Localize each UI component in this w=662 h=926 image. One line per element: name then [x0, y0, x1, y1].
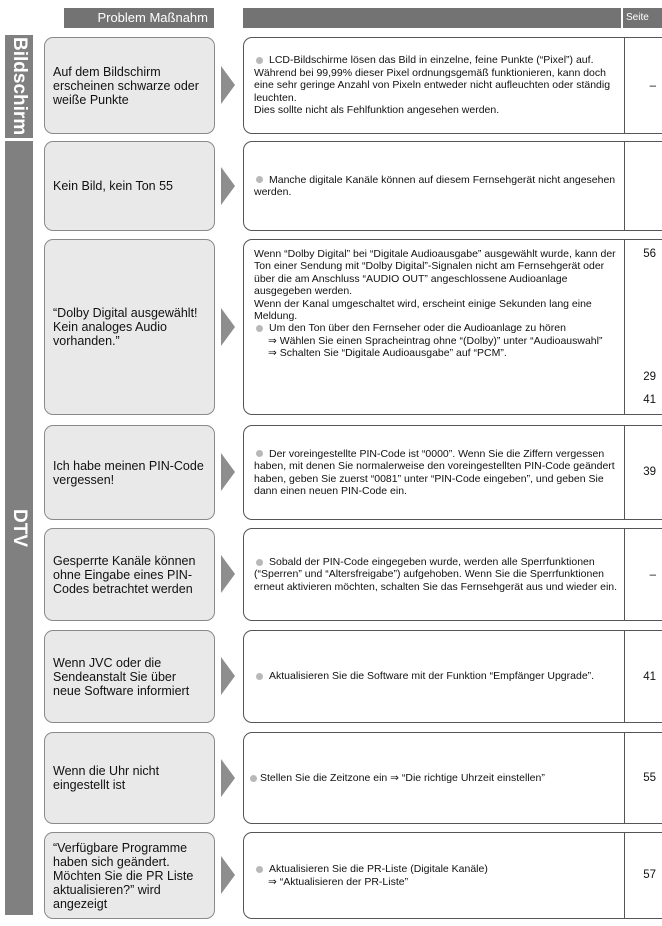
bullet-icon — [256, 866, 263, 873]
arrow-icon — [221, 657, 235, 695]
problem-box-locked-channels: Gesperrte Kanäle können ohne Eingabe eines PIN-Codes betrachtet werden — [44, 528, 215, 621]
page-ref: 29 — [643, 371, 656, 383]
page-ref: – — [649, 569, 656, 581]
solution-text: Der voreingestellte PIN-Code ist “0000”. Wenn Sie die Ziffern vergessen haben, mit denen Sie normalerweise den voreingestellten PIN-Code geändert haben, geben Sie zuerst “0081” unter “PIN-Code eingeben”, und geben Sie dann einen neuen PIN-Code ein. — [254, 447, 615, 497]
section-label-bildschirm-text: Bildschirm — [9, 37, 30, 136]
solution-box-clock — [243, 732, 662, 824]
bullet-icon — [256, 673, 263, 680]
page-column-header: Seite — [623, 8, 662, 28]
problem-box-dolby: “Dolby Digital ausgewählt! Kein analoges Audio vorhanden.” — [44, 239, 215, 415]
solution-line — [254, 448, 624, 498]
page-ref-cell — [624, 38, 662, 133]
solution-box-pin-forgotten — [243, 425, 662, 520]
solution-line — [254, 174, 624, 199]
problem-box-clock: Wenn die Uhr nicht eingestellt ist — [44, 732, 215, 824]
solution-line — [254, 863, 624, 875]
solution-text: Dies sollte nicht als Fehlfunktion angesehen werden. — [254, 104, 500, 117]
solution-box-no-picture — [243, 141, 662, 231]
bullet-icon — [256, 559, 263, 566]
bullet-icon — [256, 325, 263, 332]
page-ref: 57 — [643, 869, 656, 881]
solution-line — [254, 670, 624, 682]
page-ref-cell — [624, 631, 662, 722]
solution-line — [254, 556, 624, 593]
solution-box-pixels — [243, 37, 662, 134]
page-ref-cell — [624, 240, 662, 414]
solution-text: LCD-Bildschirme lösen das Bild in einzelne, feine Punkte (“Pixel”) auf. — [269, 54, 594, 67]
problem-box-pr-list: “Verfügbare Programme haben sich geändert. Möchten Sie die PR Liste aktualisieren?” wird angezeigt — [44, 832, 215, 919]
solution-box-new-software — [243, 630, 662, 723]
solution-text: Stellen Sie die Zeitzone ein ⇒ “Die richtige Uhrzeit einstellen” — [260, 771, 545, 784]
arrow-icon — [221, 453, 235, 491]
problem-box-pin-forgotten: Ich habe meinen PIN-Code vergessen! — [44, 425, 215, 520]
solution-text: Wenn “Dolby Digital” bei “Digitale Audioausgabe” ausgewählt wurde, kann der Ton einer Sendung mit “Dolby Digital”-Signalen nicht am Fernsehgerät oder über die am Anschluss “AUDIO OUT” angeschlossene Audioanlage ausgegeben werden. — [254, 248, 616, 298]
solution-line — [254, 322, 624, 334]
page-ref: 41 — [643, 394, 656, 406]
page-ref-cell — [624, 733, 662, 823]
solution-text: Manche digitale Kanäle können auf diesem Fernsehgerät nicht angesehen werden. — [254, 173, 616, 198]
bullet-icon — [256, 450, 263, 457]
problem-column-header: Problem Maßnahm — [64, 8, 214, 28]
section-label-bildschirm — [5, 35, 33, 138]
page-ref: 56 — [643, 248, 656, 260]
solution-box-dolby — [243, 239, 662, 415]
solution-line — [250, 772, 620, 784]
solution-box-locked-channels — [243, 528, 662, 621]
solution-text: ⇒ Wählen Sie einen Spracheintrag ohne “(Dolby)” unter “Audioauswahl” — [268, 334, 603, 347]
page-ref-cell — [624, 833, 662, 918]
arrow-icon — [221, 759, 235, 797]
solution-line — [254, 54, 624, 66]
arrow-icon — [221, 66, 235, 104]
solution-text: Während bei 99,99% dieser Pixel ordnungsgemäß funktionieren, kann doch eine sehr geringe Anzahl von Pixeln entweder nicht aufleuchten oder ständig leuchten. — [254, 66, 611, 104]
solution-box-pr-list — [243, 832, 662, 919]
solution-text: Aktualisieren Sie die Software mit der Funktion “Empfänger Upgrade”. — [269, 670, 595, 683]
section-label-dtv-text: DTV — [9, 509, 30, 547]
page-ref: 39 — [643, 466, 656, 478]
solution-text: ⇒ Schalten Sie “Digitale Audioausgabe” auf “PCM”. — [268, 347, 507, 360]
bullet-icon — [250, 775, 257, 782]
solution-text: Um den Ton über den Fernseher oder die Audioanlage zu hören — [269, 322, 566, 335]
solution-column-header — [243, 8, 621, 28]
problem-box-no-picture: Kein Bild, kein Ton 55 — [44, 141, 215, 231]
bullet-icon — [256, 57, 263, 64]
page-ref-cell — [624, 426, 662, 519]
bullet-icon — [256, 176, 263, 183]
arrow-icon — [221, 555, 235, 593]
problem-box-new-software: Wenn JVC oder die Sendeanstalt Sie über neue Software informiert — [44, 630, 215, 723]
page-ref: – — [649, 80, 656, 92]
problem-box-pixels: Auf dem Bildschirm erscheinen schwarze oder weiße Punkte — [44, 37, 215, 134]
arrow-icon — [221, 308, 235, 346]
section-label-dtv — [5, 141, 33, 915]
solution-text: ⇒ “Aktualisieren der PR-Liste” — [268, 875, 409, 888]
solution-text: Aktualisieren Sie die PR-Liste (Digitale Kanäle) — [269, 863, 488, 876]
solution-text: Sobald der PIN-Code eingegeben wurde, werden alle Sperrfunktionen (“Sperren” und “Altersfreigabe”) aufgehoben. Wenn Sie die Sperrfunktionen erneut aktivieren möchten, schalten Sie das Fernsehgerät aus und wieder ein. — [254, 555, 618, 593]
solution-text: Wenn der Kanal umgeschaltet wird, erscheint einige Sekunden lang eine Meldung. — [254, 297, 592, 323]
arrow-icon — [221, 167, 235, 205]
arrow-icon — [221, 856, 235, 894]
page-ref: 55 — [643, 772, 656, 784]
page-ref-cell — [624, 529, 662, 620]
page-ref: 41 — [643, 671, 656, 683]
page-ref-cell — [624, 142, 662, 230]
